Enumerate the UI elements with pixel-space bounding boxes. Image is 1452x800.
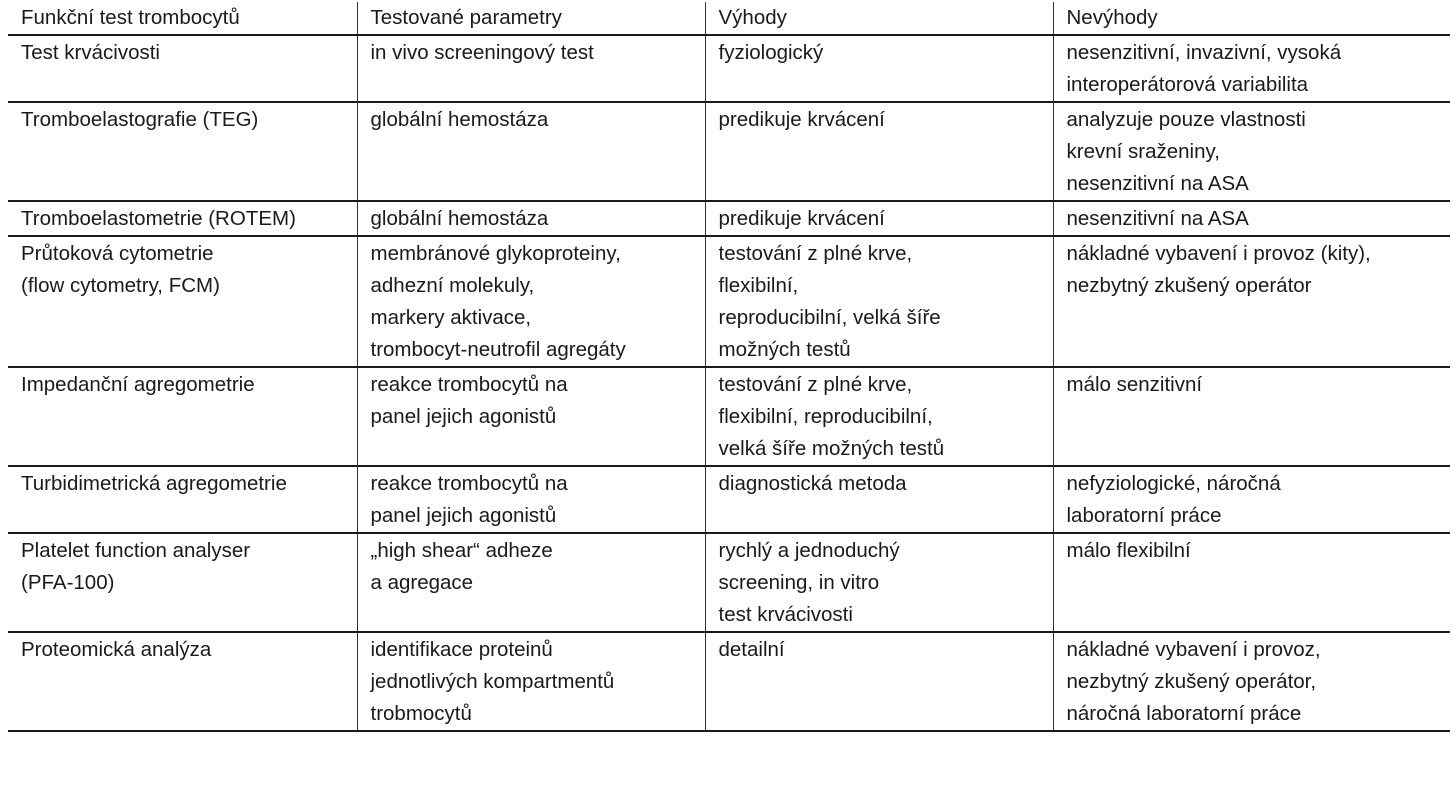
cell-line: a agregace [370,571,474,594]
cell-parameters [357,102,705,201]
cell-test [8,236,357,367]
cell-disadvantages [1053,35,1450,102]
cell-line: testování z plné krve, [718,242,913,265]
cell-line: nesenzitivní na ASA [1066,207,1249,230]
header-parameters: Testované parametry [357,2,705,35]
cell-advantages [705,466,1053,533]
header-test: Funkční test trombocytů [8,2,357,35]
cell-line: Test krvácivosti [21,41,160,64]
cell-disadvantages [1053,632,1450,731]
table-row [8,367,1450,466]
cell-line: laboratorní práce [1066,504,1222,527]
cell-line: Platelet function analyser [21,539,251,562]
cell-advantages [705,367,1053,466]
cell-line: panel jejich agonistů [370,504,557,527]
cell-line: málo senzitivní [1066,373,1203,396]
cell-line: reakce trombocytů na [370,373,568,396]
cell-advantages [705,236,1053,367]
cell-line: screening, in vitro [718,571,880,594]
cell-line: Turbidimetrická agregometrie [21,472,287,495]
cell-parameters [357,466,705,533]
cell-parameters [357,367,705,466]
cell-line: test krvácivosti [718,603,853,626]
cell-line: Impedanční agregometrie [21,373,255,396]
cell-disadvantages [1053,466,1450,533]
cell-line: panel jejich agonistů [370,405,557,428]
cell-parameters [357,533,705,632]
cell-advantages [705,102,1053,201]
cell-test [8,533,357,632]
cell-disadvantages [1053,367,1450,466]
cell-test [8,201,357,236]
cell-line: in vivo screeningový test [370,41,594,64]
header-advantages: Výhody [705,2,1053,35]
cell-disadvantages [1053,102,1450,201]
cell-line: nefyziologické, náročná [1066,472,1281,495]
cell-line: adhezní molekuly, [370,274,535,297]
table-row [8,35,1450,102]
cell-line: globální hemostáza [370,207,549,230]
cell-line: jednotlivých kompartmentů [370,670,615,693]
header-row [8,2,1450,35]
cell-line: globální hemostáza [370,108,549,131]
cell-test [8,102,357,201]
table-row [8,201,1450,236]
cell-disadvantages [1053,236,1450,367]
cell-test [8,466,357,533]
cell-line: velká šíře možných testů [718,437,945,460]
cell-line: možných testů [718,338,851,361]
cell-line: trobmocytů [370,702,472,725]
table-row [8,533,1450,632]
cell-line: nesenzitivní na ASA [1066,172,1249,195]
cell-parameters [357,632,705,731]
cell-line: Tromboelastografie (TEG) [21,108,259,131]
cell-line: náročná laboratorní práce [1066,702,1302,725]
table-body [8,35,1450,731]
cell-disadvantages [1053,201,1450,236]
cell-test [8,367,357,466]
cell-parameters [357,201,705,236]
table-header [8,2,1450,35]
cell-line: detailní [718,638,785,661]
table-row [8,102,1450,201]
cell-line: reakce trombocytů na [370,472,568,495]
cell-line: diagnostická metoda [718,472,907,495]
cell-line: markery aktivace, [370,306,532,329]
cell-line: nákladné vybavení i provoz, [1066,638,1321,661]
cell-parameters [357,236,705,367]
cell-line: „high shear“ adheze [370,539,553,562]
cell-line: (PFA-100) [21,571,115,594]
cell-line: flexibilní, [718,274,799,297]
cell-line: nesenzitivní, invazivní, vysoká [1066,41,1342,64]
cell-line: reproducibilní, velká šíře [718,306,941,329]
cell-line: Proteomická analýza [21,638,212,661]
table-row [8,236,1450,367]
cell-line: nezbytný zkušený operátor, [1066,670,1317,693]
cell-line: rychlý a jednoduchý [718,539,900,562]
cell-line: predikuje krvácení [718,207,885,230]
cell-advantages [705,201,1053,236]
cell-line: fyziologický [718,41,824,64]
cell-line: krevní sraženiny, [1066,140,1220,163]
cell-advantages [705,533,1053,632]
header-disadvantages: Nevýhody [1053,2,1450,35]
cell-line: Průtoková cytometrie [21,242,214,265]
cell-line: predikuje krvácení [718,108,885,131]
cell-line: nákladné vybavení i provoz (kity), [1066,242,1371,265]
cell-line: trombocyt-neutrofil agregáty [370,338,626,361]
cell-advantages [705,35,1053,102]
cell-disadvantages [1053,533,1450,632]
cell-line: testování z plné krve, [718,373,913,396]
cell-line: interoperátorová variabilita [1066,73,1309,96]
table-row [8,632,1450,731]
cell-advantages [705,632,1053,731]
cell-line: málo flexibilní [1066,539,1191,562]
table-row [8,466,1450,533]
cell-line: flexibilní, reproducibilní, [718,405,933,428]
cell-line: membránové glykoproteiny, [370,242,621,265]
cell-parameters [357,35,705,102]
cell-line: Tromboelastometrie (ROTEM) [21,207,296,230]
cell-line: (flow cytometry, FCM) [21,274,220,297]
cell-test [8,632,357,731]
cell-line: identifikace proteinů [370,638,553,661]
platelet-function-tests-table [8,2,1450,732]
cell-line: analyzuje pouze vlastnosti [1066,108,1306,131]
cell-test [8,35,357,102]
cell-line: nezbytný zkušený operátor [1066,274,1312,297]
